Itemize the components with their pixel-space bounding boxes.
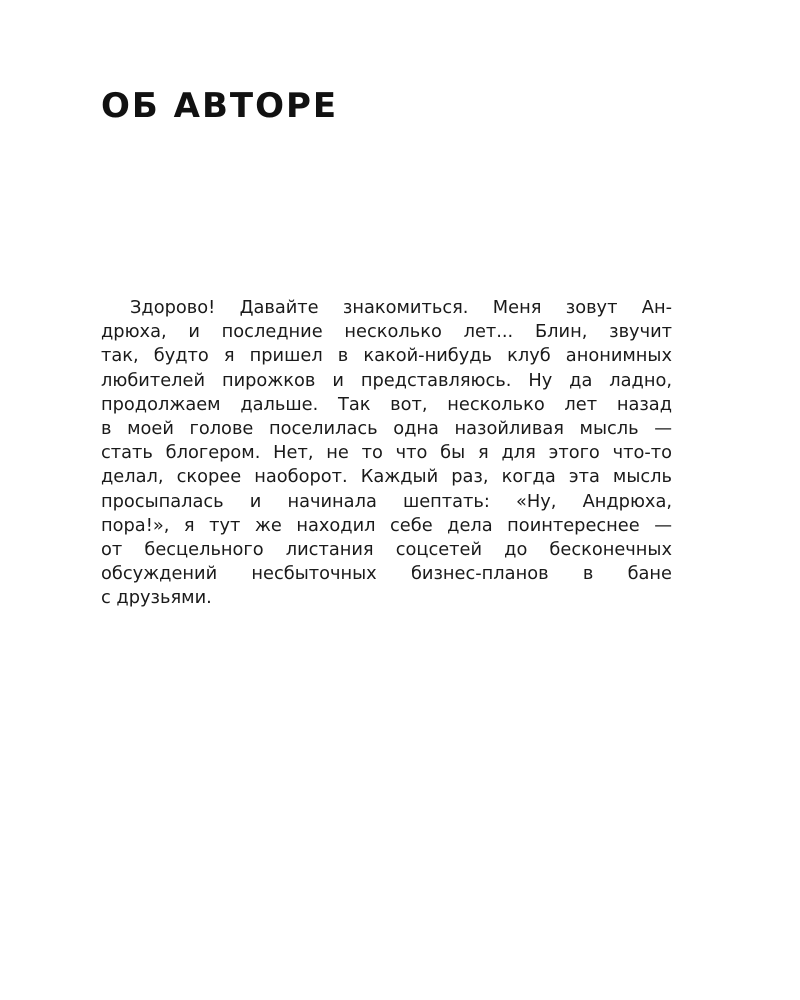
paragraph-line: любителей пирожков и представляюсь. Ну да ладно, bbox=[101, 369, 672, 391]
paragraph-line: дрюха, и последние несколько лет... Блин, звучит bbox=[101, 321, 672, 343]
paragraph-line: пора!», я тут же находил себе дела поинтереснее — bbox=[101, 514, 672, 536]
paragraph-line: в моей голове поселилась одна назойливая мысль — bbox=[101, 417, 672, 439]
page-title: ОБ АВТОРЕ bbox=[101, 86, 339, 126]
paragraph-line: просыпалась и начинала шептать: «Ну, Андрюха, bbox=[101, 490, 672, 512]
paragraph-line: так, будто я пришел в какой-нибудь клуб анонимных bbox=[101, 345, 672, 367]
author-paragraph bbox=[101, 296, 672, 610]
paragraph-line: от бесцельного листания соцсетей до бесконечных bbox=[101, 538, 672, 560]
paragraph-line: стать блогером. Нет, не то что бы я для этого что-то bbox=[101, 442, 672, 464]
paragraph-line: Здорово! Давайте знакомиться. Меня зовут Ан- bbox=[130, 297, 672, 318]
paragraph-line: продолжаем дальше. Так вот, несколько лет назад bbox=[101, 393, 672, 415]
paragraph-line: с друзьями. bbox=[101, 587, 212, 609]
paragraph-line: делал, скорее наоборот. Каждый раз, когда эта мысль bbox=[101, 466, 672, 488]
paragraph-line: обсуждений несбыточных бизнес-планов в бане bbox=[101, 563, 672, 585]
